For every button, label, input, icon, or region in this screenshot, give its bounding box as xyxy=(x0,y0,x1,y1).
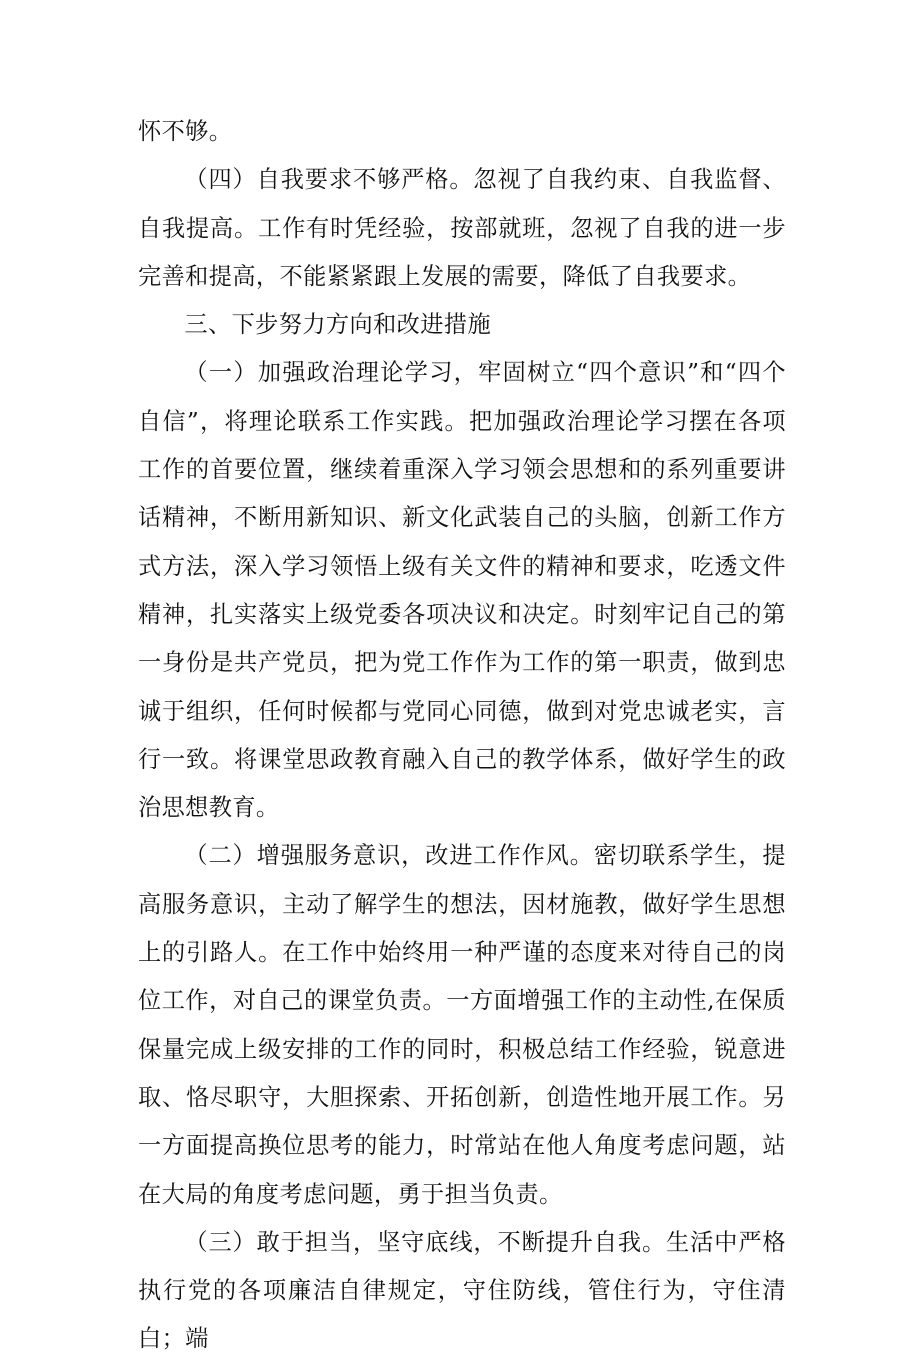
paragraph-service-awareness: （二）增强服务意识，改进工作作风。密切联系学生，提高服务意识，主动了解学生的想法，因材施教，做好学生思想上的引路人。在工作中始终用一种严谨的态度来对待自己的岗位工作，对自己的课堂负责。一方面增强工作的主动性,在保质保量完成上级安排的工作的同时，积极总结工作经验，锐意进取、恪尽职守，大胆探索、开拓创新，创造性地开展工作。另一方面提高换位思考的能力，时常站在他人角度考虑问题，站在大局的角度考虑问题，勇于担当负责。 xyxy=(138,842,786,1208)
section-heading-improvement: 三、下步努力方向和改进措施 xyxy=(184,311,492,339)
paragraph-responsibility: （三）敢于担当，坚守底线，不断提升自我。生活中严格执行党的各项廉洁自律规定，守住防线，管住行为，守住清白；端 xyxy=(138,1228,786,1353)
document-body xyxy=(138,108,786,1364)
paragraph-self-requirement: （四）自我要求不够严格。忽视了自我约束、自我监督、自我提高。工作有时凭经验，按部就班，忽视了自我的进一步完善和提高，不能紧紧跟上发展的需要，降低了自我要求。 xyxy=(138,166,786,290)
paragraph-political-study: （一）加强政治理论学习，牢固树立“四个意识”和“四个自信”，将理论联系工作实践。把加强政治理论学习摆在各项工作的首要位置，继续着重深入学习领会思想和的系列重要讲话精神，不断用新知识、新文化武装自己的头脑，创新工作方式方法，深入学习领悟上级有关文件的精神和要求，吃透文件精神，扎实落实上级党委各项决议和决定。时刻牢记自己的第一身份是共产党员，把为党工作作为工作的第一职责，做到忠诚于组织，任何时候都与党同心同德，做到对党忠诚老实，言行一致。将课堂思政教育融入自己的教学体系，做好学生的政治思想教育。 xyxy=(138,359,786,822)
paragraph-continuation: 怀不够。 xyxy=(138,118,233,145)
